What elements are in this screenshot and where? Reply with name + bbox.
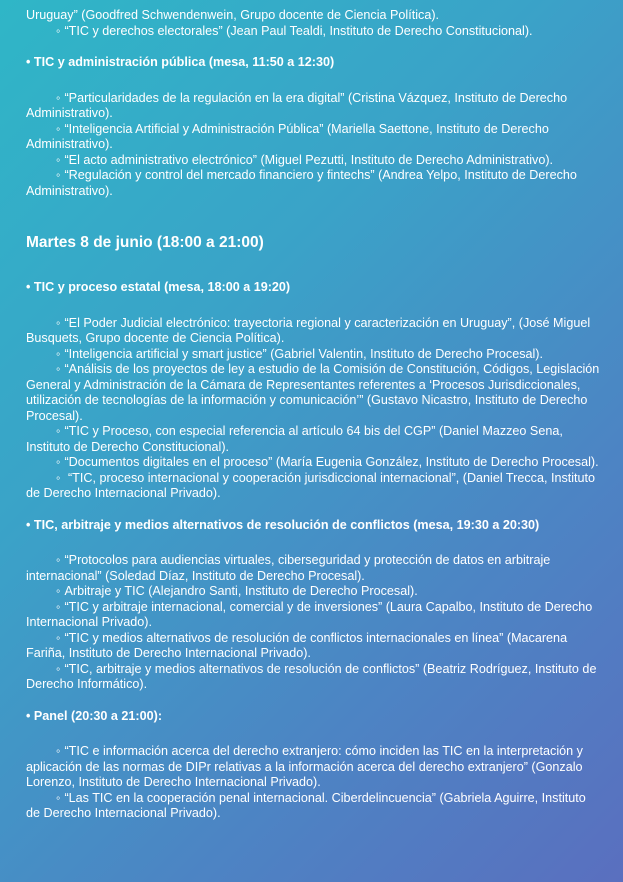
bullet-icon: ◦ <box>56 23 61 38</box>
bullet-icon: ◦ <box>56 346 61 361</box>
list-item: ◦ Arbitraje y TIC (Alejandro Santi, Instituto de Derecho Procesal). <box>56 584 418 598</box>
list-item: ◦ “TIC y medios alternativos de resolución de conflictos internacionales en línea” (Macarena Fariña, Instituto de Derecho Internacional Privado). <box>26 630 568 660</box>
list-item: ◦ “TIC, arbitraje y medios alternativos de resolución de conflictos” (Beatriz Rodríguez, Instituto de Derecho Informático). <box>26 661 597 691</box>
bullet-icon: ◦ <box>56 455 61 469</box>
list-item: ◦ “Protocolos para audiencias virtuales, ciberseguridad y protección de datos en arbitraje internacional” (Soledad Díaz, Instituto de Derecho Procesal). <box>26 553 551 583</box>
bullet-icon: ◦ <box>56 744 61 758</box>
list-item: ◦ “Inteligencia artificial y smart justice” (Gabriel Valentin, Instituto de Derecho Procesal). <box>56 346 543 361</box>
bullet-icon: ◦ <box>56 553 61 567</box>
continuation-text: Uruguay” (Goodfred Schwendenwein, Grupo docente de Ciencia Política). <box>26 8 440 22</box>
list-item: ◦ “TIC, proceso internacional y cooperación jurisdiccional internacional”, (Daniel Trecca, Instituto de Derecho Internacional Privado). <box>26 470 596 500</box>
bullet-icon: ◦ <box>56 315 61 330</box>
day-title: Martes 8 de junio (18:00 a 21:00) <box>26 234 264 251</box>
section-title-arbitraje: • TIC, arbitraje y medios alternativos de resolución de conflictos (mesa, 19:30 a 20:30) <box>26 517 540 532</box>
bullet-icon: ◦ <box>56 584 61 598</box>
section-title-panel: • Panel (20:30 a 21:00): <box>26 708 163 723</box>
list-item: ◦ “Inteligencia Artificial y Administración Pública” (Mariella Saettone, Instituto de Derecho Administrativo). <box>26 121 549 151</box>
list-item: ◦ “TIC y Proceso, con especial referencia al artículo 64 bis del CGP” (Daniel Mazzeo Sena, Instituto de Derecho Constitucional). <box>26 424 563 454</box>
section-title-administracion: • TIC y administración pública (mesa, 11:50 a 12:30) <box>26 55 335 69</box>
list-item: ◦ “Análisis de los proyectos de ley a estudio de la Comisión de Constitución, Códigos, Legislación General y Administración de la Cámara de Representantes referentes a ‘Procesos Jurisdiccionales, utilización de tecnologías de la información y comunicación’” (Gustavo Nicastro, Instituto de Derecho Procesal). <box>26 362 600 423</box>
bullet-icon: ◦ <box>56 599 61 614</box>
bullet-icon: ◦ <box>56 90 61 105</box>
list-item: ◦ “TIC y arbitraje internacional, comercial y de inversiones” (Laura Capalbo, Instituto de Derecho Internacional Privado). <box>26 599 593 629</box>
list-item: ◦ “El acto administrativo electrónico” (Miguel Pezutti, Instituto de Derecho Administrativo). <box>56 152 554 167</box>
bullet-icon: ◦ <box>56 661 61 676</box>
bullet-icon: ◦ <box>56 424 61 438</box>
list-item: ◦ “Documentos digitales en el proceso” (María Eugenia González, Instituto de Derecho Procesal). <box>56 455 599 469</box>
section-title-proceso-estatal: • TIC y proceso estatal (mesa, 18:00 a 19:20) <box>26 280 291 294</box>
bullet-icon: ◦ <box>56 362 61 376</box>
bullet-icon: ◦ <box>56 630 61 645</box>
bullet-icon: ◦ <box>56 168 61 182</box>
bullet-icon: ◦ <box>56 470 61 485</box>
bullet-icon: ◦ <box>56 790 61 805</box>
list-item: ◦ “Particularidades de la regulación en la era digital” (Cristina Vázquez, Instituto de Derecho Administrativo). <box>26 90 568 120</box>
list-item: ◦ “Regulación y control del mercado financiero y fintechs” (Andrea Yelpo, Instituto de Derecho Administrativo). <box>26 168 577 198</box>
list-item: ◦ “Las TIC en la cooperación penal internacional. Ciberdelincuencia” (Gabriela Aguirre, Instituto de Derecho Internacional Privado). <box>26 790 586 820</box>
list-item: ◦ “El Poder Judicial electrónico: trayectoria regional y caracterización en Uruguay”, (José Miguel Busquets, Grupo docente de Ciencia Política). <box>26 315 591 345</box>
list-item: ◦ “TIC y derechos electorales” (Jean Paul Tealdi, Instituto de Derecho Constitucional). <box>56 23 533 38</box>
list-item: ◦ “TIC e información acerca del derecho extranjero: cómo inciden las TIC en la interpretación y aplicación de las normas de DIPr relativas a la información acerca del derecho extranjero” (Gonzalo Lorenzo, Instituto de Derecho Internacional Privado). <box>26 744 583 789</box>
bullet-icon: ◦ <box>56 152 61 167</box>
bullet-icon: ◦ <box>56 121 61 136</box>
